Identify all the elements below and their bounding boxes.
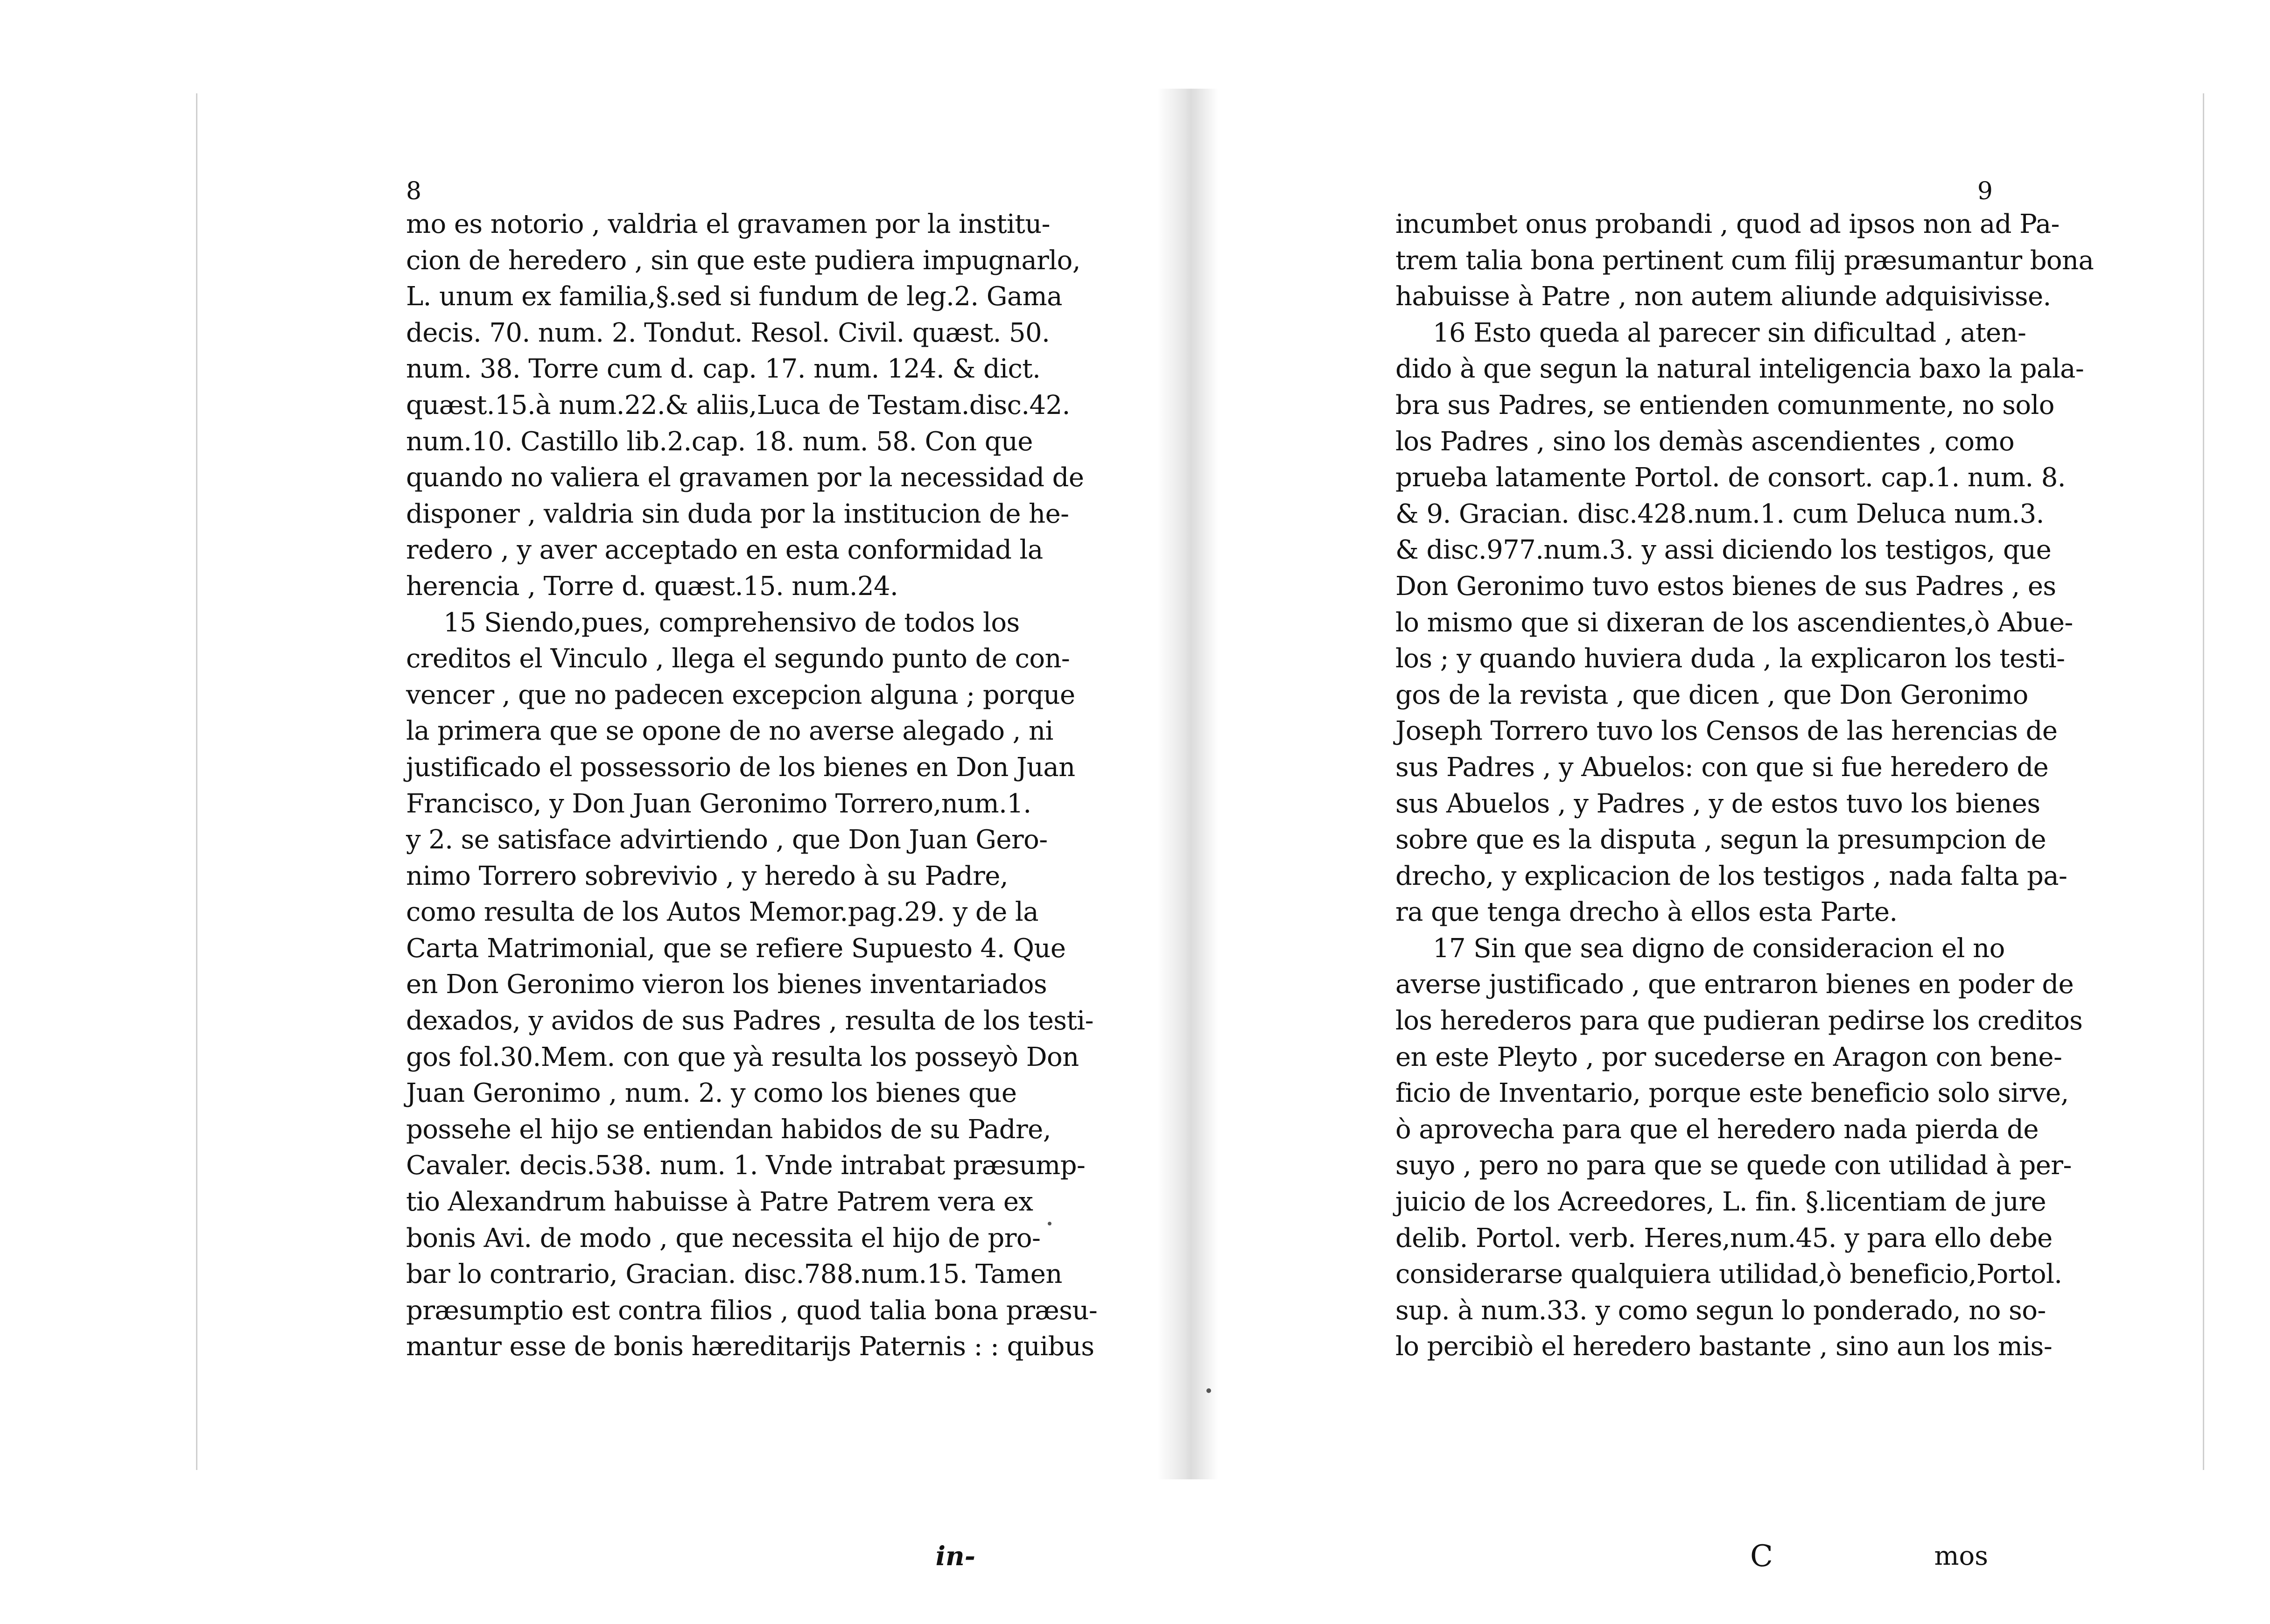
catchword: in- [935,1541,975,1572]
text-line: dexados, y avidos de sus Padres , resulta de los testi- [406,1006,1093,1036]
page-body [406,206,1098,1365]
text-line: bra sus Padres, se entienden comunmente, no solo [1395,390,2054,420]
ink-speck [1206,1388,1211,1393]
text-line: Don Geronimo tuvo estos bienes de sus Padres , es [1395,571,2056,602]
ink-speck [1048,1222,1051,1225]
text-line: ò aprovecha para que el heredero nada pierda de [1395,1114,2039,1145]
text-line: herencia , Torre d. quæst.15. num.24. [406,571,898,602]
text-line: sup. à num.33. y como segun lo ponderado, no so- [1395,1295,2046,1326]
page-body [1395,206,2094,1365]
text-line: cion de heredero , sin que este pudiera impugnarlo, [406,245,1080,276]
text-line: y 2. se satisface advirtiendo , que Don Juan Gero- [406,825,1048,855]
text-line: los ; y quando huviera duda , la explicaron los testi- [1395,644,2065,674]
text-line: decis. 70. num. 2. Tondut. Resol. Civil. quæst. 50. [406,317,1050,348]
text-line: ra que tenga drecho à ellos esta Parte. [1395,897,1898,928]
text-line: lo percibiò el heredero bastante , sino aun los mis- [1395,1331,2053,1362]
text-line: suyo , pero no para que se quede con utilidad à per- [1395,1150,2072,1181]
text-line: vencer , que no padecen excepcion alguna ; porque [406,679,1075,710]
text-line: prueba latamente Portol. de consort. cap.1. num. 8. [1395,462,2066,493]
text-line: como resulta de los Autos Memor.pag.29. y de la [406,897,1039,928]
text-line: sus Padres , y Abuelos: con que si fue heredero de [1395,752,2049,783]
text-line: ficio de Inventario, porque este beneficio solo sirve, [1395,1078,2069,1109]
text-line: redero , y aver acceptado en esta conformidad la [406,535,1043,566]
text-line: tio Alexandrum habuisse à Patre Patrem vera ex [406,1187,1033,1218]
text-line: dido à que segun la natural inteligencia baxo la pala- [1395,354,2084,385]
page-number: 9 [1977,177,1993,205]
left-page-edge [196,93,197,1470]
text-line: & 9. Gracian. disc.428.num.1. cum Deluca num.3. [1395,498,2044,529]
text-line: 17 Sin que sea digno de consideracion el no [1433,933,2005,964]
text-line: bonis Avi. de modo , que necessita el hijo de pro- [406,1223,1041,1253]
catchword: mos [1934,1541,1988,1571]
text-line: Carta Matrimonial, que se refiere Supuesto 4. Que [406,933,1066,964]
text-line: sus Abuelos , y Padres , y de estos tuvo los bienes [1395,788,2040,819]
text-line: quando no valiera el gravamen por la necessidad de [406,462,1084,493]
text-line: præsumptio est contra filios , quod talia bona præsu- [406,1295,1098,1326]
text-line: 16 Esto queda al parecer sin dificultad , aten- [1433,317,2026,348]
text-line: delib. Portol. verb. Heres,num.45. y para ello debe [1395,1223,2053,1253]
text-line: juicio de los Acreedores, L. fin. §.licentiam de jure [1395,1187,2046,1218]
text-line: mantur esse de bonis hæreditarijs Paternis : : quibus [406,1331,1094,1362]
text-line: lo mismo que si dixeran de los ascendientes,ò Abue- [1395,607,2073,638]
text-line: en este Pleyto , por sucederse en Aragon con bene- [1395,1042,2062,1072]
catchword-row [406,1540,1008,1573]
signature-mark: C [1750,1539,1773,1574]
text-line: Francisco, y Don Juan Geronimo Torrero,num.1. [406,788,1031,819]
text-line: averse justificado , que entraron bienes en poder de [1395,969,2074,1000]
page-number: 8 [406,177,422,205]
catchword-row [1395,1540,1997,1573]
text-line: justificado el possessorio de los bienes en Don Juan [406,752,1075,783]
text-line: los herederos para que pudieran pedirse los creditos [1395,1006,2083,1036]
text-line: & disc.977.num.3. y assi diciendo los testigos, que [1395,535,2052,566]
right-page-edge [2203,93,2204,1470]
text-line: en Don Geronimo vieron los bienes inventariados [406,969,1047,1000]
text-line: Juan Geronimo , num. 2. y como los bienes que [406,1078,1017,1109]
text-line: possehe el hijo se entiendan habidos de su Padre, [406,1114,1051,1145]
text-line: considerarse qualquiera utilidad,ò beneficio,Portol. [1395,1259,2062,1290]
text-line: la primera que se opone de no averse alegado , ni [406,716,1053,747]
text-line: gos de la revista , que dicen , que Don Geronimo [1395,679,2028,710]
text-line: trem talia bona pertinent cum filij præsumantur bona [1395,245,2094,276]
text-line: disponer , valdria sin duda por la institucion de he- [406,498,1069,529]
text-line: L. unum ex familia,§.sed si fundum de leg.2. Gama [406,281,1062,312]
text-line: los Padres , sino los demàs ascendientes , como [1395,426,2015,457]
text-line: incumbet onus probandi , quod ad ipsos non ad Pa- [1395,209,2060,239]
text-line: num. 38. Torre cum d. cap. 17. num. 124. & dict. [406,354,1041,385]
text-line: creditos el Vinculo , llega el segundo punto de con- [406,644,1070,674]
text-line: num.10. Castillo lib.2.cap. 18. num. 58. Con que [406,426,1033,457]
text-line: Cavaler. decis.538. num. 1. Vnde intrabat præsump- [406,1150,1086,1181]
text-line: drecho, y explicacion de los testigos , nada falta pa- [1395,861,2067,891]
text-line: mo es notorio , valdria el gravamen por la institu- [406,209,1050,239]
text-line: sobre que es la disputa , segun la presumpcion de [1395,825,2046,855]
book-gutter [1157,89,1218,1479]
text-line: nimo Torrero sobrevivio , y heredo à su Padre, [406,861,1008,891]
text-line: 15 Siendo,pues, comprehensivo de todos los [443,607,1020,638]
text-line: bar lo contrario, Gracian. disc.788.num.15. Tamen [406,1259,1062,1290]
text-line: Joseph Torrero tuvo los Censos de las herencias de [1395,716,2058,747]
text-line: quæst.15.à num.22.& aliis,Luca de Testam.disc.42. [406,390,1070,420]
text-line: habuisse à Patre , non autem aliunde adquisivisse. [1395,281,2051,312]
text-line: gos fol.30.Mem. con que yà resulta los posseyò Don [406,1042,1079,1072]
